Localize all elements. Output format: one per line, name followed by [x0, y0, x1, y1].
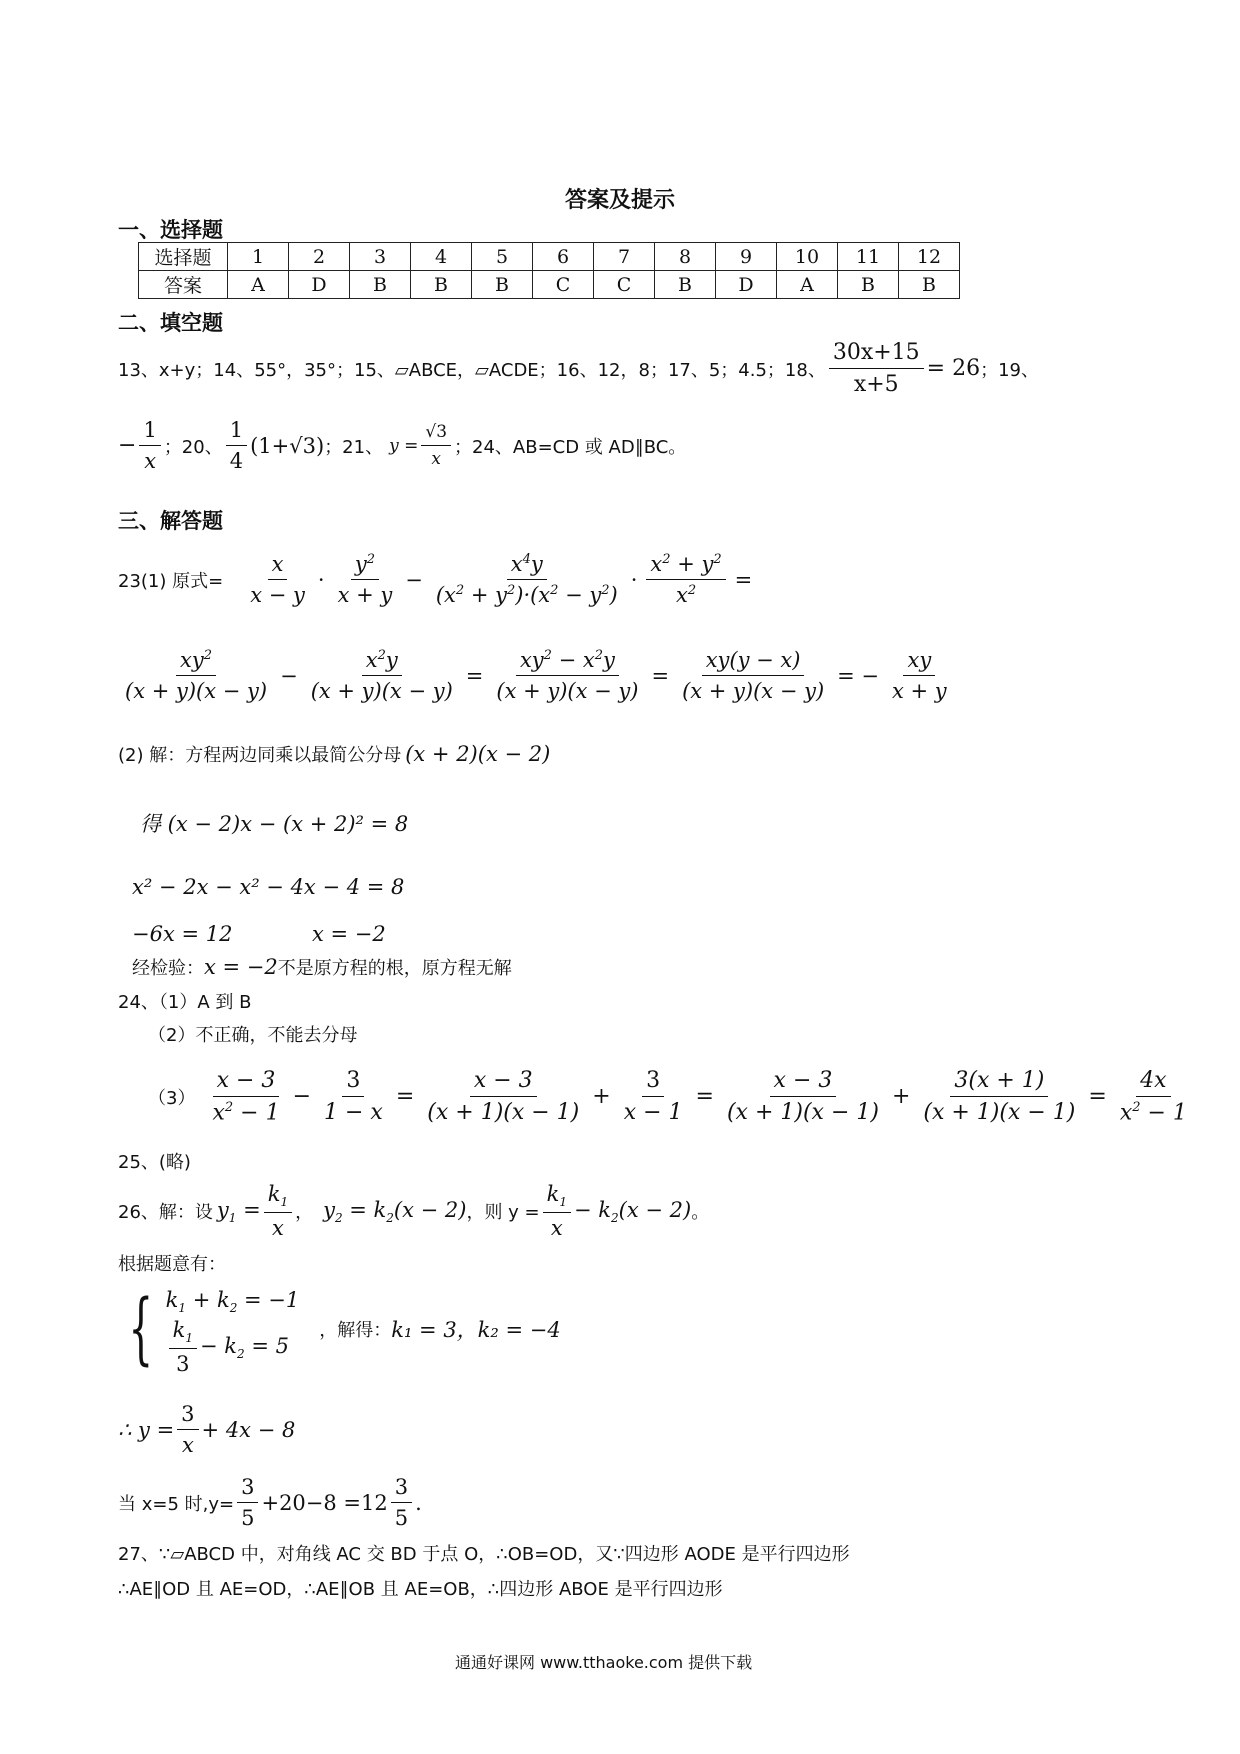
fraction: $\frac{x - 3}{(x + 1)(x - 1)}$ — [726, 1068, 879, 1126]
table-cell-answer: B — [350, 271, 411, 299]
expression: x = −2 — [204, 955, 278, 979]
fill-answers-text: ；19、 — [980, 359, 1039, 381]
table-cell-answer: D — [289, 271, 350, 299]
fraction: $\frac{x^4y}{(x^2 + y^2)\cdot(x^2 - y^2)}$ — [435, 552, 618, 607]
fraction: $\frac{k_1}{3}$ — [169, 1318, 197, 1376]
fraction: $\frac{3}{1 - x}$ — [324, 1068, 383, 1126]
table-cell-answer: B — [411, 271, 472, 299]
question-text: 当 x=5 时,y= — [118, 1493, 235, 1515]
fill-answers-text: ；24、AB=CD 或 AD∥BC。 — [454, 436, 687, 458]
q25: 25、(略) — [118, 1152, 191, 1173]
expression: ∴ y = — [118, 1417, 175, 1442]
fraction-numerator: √3 — [421, 422, 451, 446]
q26-given: 根据题意有： — [118, 1254, 226, 1275]
q26-system — [116, 1282, 561, 1376]
fraction: $\frac{x - 3}{(x + 1)(x - 1)}$ — [427, 1068, 580, 1126]
table-cell-number: 3 — [350, 243, 411, 271]
q26-line1: 26、解：设 $y_1$ = $\frac{k_1}{x}$ ， $y_2 = k_2(x - 2)$ ，则 y = $\frac{k_1}{x}$ − $k_2(x - 2)$ 。 — [118, 1182, 710, 1241]
fraction: $\frac{3}{x}$ — [177, 1402, 198, 1457]
fraction: $\frac{3}{5}$ — [391, 1475, 412, 1530]
table-cell-number: 2 — [289, 243, 350, 271]
minus-sign: − — [118, 433, 137, 458]
fraction: $\frac{xy^2 - x^2y}{(x + y)(x - y)}$ — [496, 648, 639, 703]
equation-line: −6x = 12 — [132, 922, 233, 946]
page-title: 答案及提示 — [565, 188, 676, 213]
q26-therefore: ∴ y = $\frac{3}{x}$ + 4x − 8 — [118, 1402, 296, 1457]
section-heading-solve: 三、解答题 — [118, 509, 223, 533]
fraction: $\frac{3}{5}$ — [237, 1475, 258, 1530]
left-brace: { — [128, 1284, 154, 1375]
table-cell-answer: D — [716, 271, 777, 299]
period: 。 — [691, 1202, 710, 1224]
answer-table — [138, 242, 960, 299]
equation-line: x² − 2x − x² − 4x − 4 = 8 — [132, 875, 405, 899]
q27-line2: ∴AE∥OD 且 AE=OD，∴AE∥OB 且 AE=OB，∴四边形 ABOE 是平行四边形 — [118, 1579, 723, 1600]
fraction-20 — [226, 418, 247, 473]
fraction-numerator: 1 — [139, 418, 160, 446]
system-equations: $k_1 + k_2 = -1$ $\frac{k_1}{3}$ − $k_2 = 5$ — [165, 1288, 300, 1377]
fraction: $\frac{xy}{x + y}$ — [892, 648, 947, 703]
fraction: $\frac{y^2}{x + y}$ — [337, 552, 393, 607]
q23-part1-line2: $\frac{xy^2}{(x + y)(x - y)}$ − $\frac{x^2y}{(x + y)(x - y)}$ = $\frac{xy^2 - x^2y}{(x + y)(x - y)}$ = $\frac{xy(y - x)}{(x + y)(x - y)}$ = − $\frac{xy}{x + y}$ — [118, 648, 954, 703]
fraction-numerator: 1 — [226, 418, 247, 446]
footer: 通通好课网 www.tthaoke.com 提供下载 — [455, 1653, 753, 1672]
question-label: （3） — [148, 1087, 196, 1109]
table-cell-number: 10 — [777, 243, 838, 271]
table-cell-number: 9 — [716, 243, 777, 271]
solution: k₁ = 3，k₂ = −4 — [391, 1318, 561, 1343]
table-cell-number: 6 — [533, 243, 594, 271]
q24-part1: 24、（1）A 到 B — [118, 992, 252, 1013]
fraction: $\frac{3}{x - 1}$ — [623, 1068, 683, 1126]
table-cell-number: 12 — [899, 243, 960, 271]
table-cell-number: 11 — [838, 243, 899, 271]
table-cell-answer: A — [228, 271, 289, 299]
question-text: 26、解：设 — [118, 1202, 213, 1224]
table-cell-answer: B — [472, 271, 533, 299]
section-heading-choice: 一、选择题 — [118, 218, 223, 242]
q26-when: 当 x=5 时,y= $\frac{3}{5}$ +20−8 =12 $\frac{3}{5}$ . — [118, 1475, 422, 1530]
question-text: ，则 y = — [466, 1202, 540, 1224]
fraction-21 — [421, 422, 451, 469]
fraction-numerator: 30x+15 — [829, 340, 924, 369]
fraction: $\frac{3(x + 1)}{(x + 1)(x - 1)}$ — [923, 1068, 1076, 1126]
fraction: $\frac{4x}{x^2 - 1}$ — [1119, 1068, 1187, 1126]
q24-part2: （2）不正确，不能去分母 — [148, 1025, 358, 1046]
expression: y = — [389, 435, 419, 456]
section-heading-fill: 二、填空题 — [118, 311, 223, 335]
fill-answers-text: ；21、 — [324, 436, 384, 458]
equation-line: 得 (x − 2)x − (x + 2)² = 8 — [140, 812, 409, 836]
fill-answers-text: 13、x+y；14、55°，35°；15、▱ABCE，▱ACDE；16、12，8；17、5；4.5；18、 — [118, 359, 826, 381]
fraction-denominator: x — [144, 449, 157, 473]
table-cell-number: 4 — [411, 243, 472, 271]
q27-line1: 27、∵▱ABCD 中，对角线 AC 交 BD 于点 O，∴OB=OD，又∵四边形 AODE 是平行四边形 — [118, 1544, 850, 1565]
q23-part1-line1: 23(1) 原式= $\frac{x}{x - y}$ · $\frac{y^2}{x + y}$ − $\frac{x^4y}{(x^2 + y^2)\cdot(x^2 - y^2)}$ · $\frac{x^2 + y^2}{x^2}$ = — [118, 552, 753, 607]
table-cell-number: 7 — [594, 243, 655, 271]
fraction: $\frac{x - 3}{x^2 - 1}$ — [212, 1068, 280, 1126]
fraction: $\frac{x^2y}{(x + y)(x - y)}$ — [310, 648, 453, 703]
q24-part3: （3） $\frac{x - 3}{x^2 - 1}$ − $\frac{3}{1 - x}$ = $\frac{x - 3}{(x + 1)(x - 1)}$ + $\frac{3}{x - 1}$ = $\frac{x - 3}{(x + 1)(x - 1)}$ + $\frac{3(x + 1)}{(x + 1)(x - 1)}$ = $\frac{4x}{x^2 - 1}$ — [148, 1068, 1194, 1125]
check-text: 不是原方程的根，原方程无解 — [277, 958, 512, 979]
fill-answers-line1 — [118, 340, 1039, 397]
fraction: $\frac{k_1}{x}$ — [543, 1182, 571, 1240]
table-cell-number: 5 — [472, 243, 533, 271]
fill-answers-text: ；20、 — [163, 436, 223, 458]
check-text: 经检验： — [132, 958, 204, 979]
table-cell-number: 8 — [655, 243, 716, 271]
fraction-denominator: x — [431, 449, 441, 469]
q23-part2 — [118, 741, 550, 767]
equation-rhs: = 26 — [926, 356, 981, 381]
table-cell-number: 1 — [228, 243, 289, 271]
table-cell-answer: B — [838, 271, 899, 299]
equation-line: x = −2 — [312, 922, 386, 946]
table-cell-answer: A — [777, 271, 838, 299]
fraction: $\frac{k_1}{x}$ — [264, 1182, 292, 1240]
expression: (1+√3) — [250, 433, 325, 458]
check-line — [132, 954, 512, 980]
table-cell-answer: C — [533, 271, 594, 299]
table-cell-answer: C — [594, 271, 655, 299]
table-row-label: 选择题 — [139, 243, 228, 271]
fill-answers-line2 — [118, 418, 686, 473]
fraction-18 — [829, 340, 924, 397]
question-text: (2) 解：方程两边同乘以最简公分母 — [118, 745, 402, 766]
fraction: $\frac{x^2 + y^2}{x^2}$ — [646, 552, 725, 607]
fraction-denominator: 4 — [229, 449, 244, 473]
fraction: $\frac{x}{x - y}$ — [250, 552, 305, 607]
fraction-19 — [139, 418, 160, 473]
table-cell-answer: B — [655, 271, 716, 299]
separator: ， — [295, 1202, 314, 1224]
fraction: $\frac{xy(y - x)}{(x + y)(x - y)}$ — [682, 648, 825, 703]
question-text: ，解得： — [319, 1320, 392, 1342]
fraction: $\frac{xy^2}{(x + y)(x - y)}$ — [125, 648, 268, 703]
table-row-label: 答案 — [139, 271, 228, 299]
question-label: 23(1) 原式= — [118, 570, 224, 592]
expression: (x + 2)(x − 2) — [405, 742, 551, 766]
fraction-denominator: x+5 — [853, 372, 899, 397]
table-cell-answer: B — [899, 271, 960, 299]
